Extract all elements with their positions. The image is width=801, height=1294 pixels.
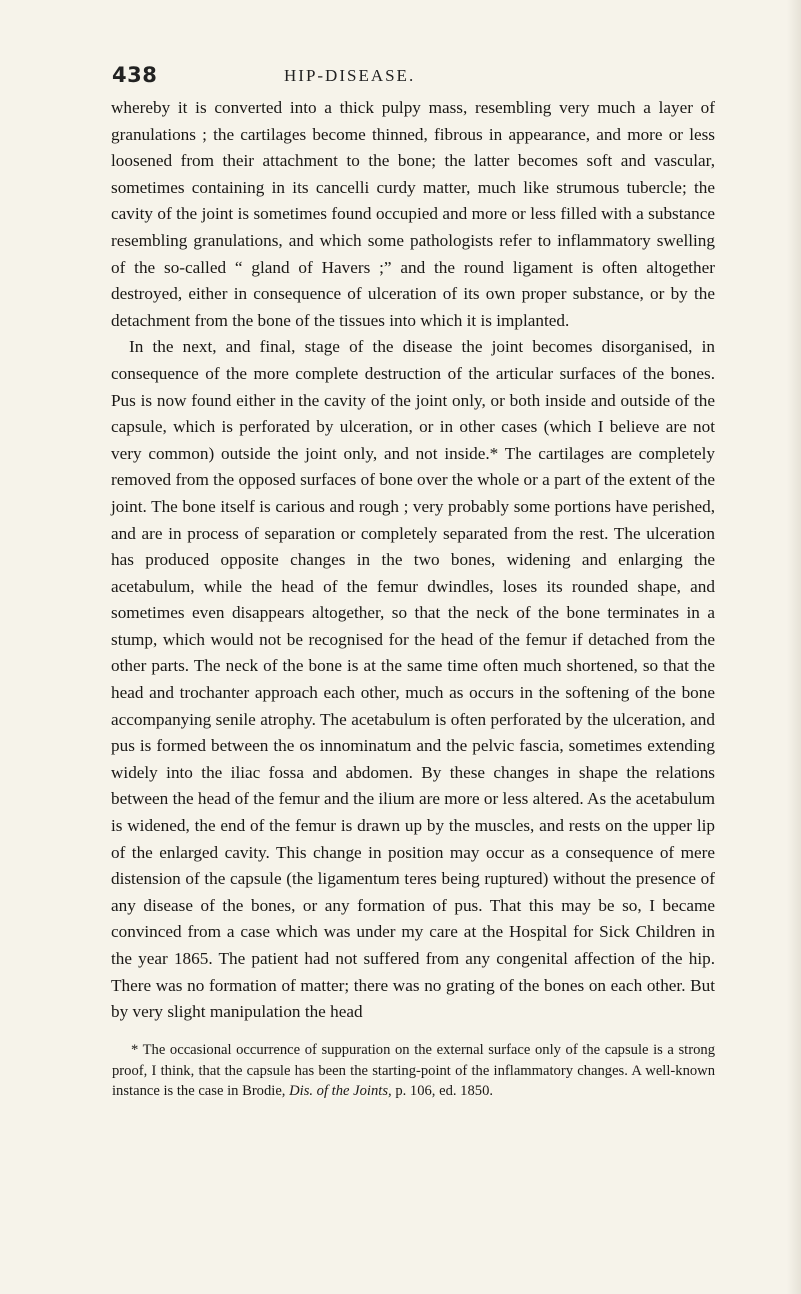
running-title: HIP-DISEASE. [284,66,416,85]
paragraph-1: whereby it is converted into a thick pulpy mass, resembling very much a layer of granulations ; the cartilages become thinned, fibrous in appearance, and more or less loosened from their attachment to the bone; the latter becomes soft and vascular, sometimes containing in its cancelli curdy matter, much like strumous tubercle; the cavity of the joint is sometimes found occupied and more or less filled with a substance resembling granulations, and which some pathologists refer to inflammatory swelling of the so-called “ gland of Havers ;” and the round ligament is often altogether destroyed, either in consequence of ulceration of its own proper substance, or by the detachment from the bone of the tissues into which it is implanted. [111,98,715,330]
footnote-citation: Dis. of the Joints, [289,1083,392,1099]
footnote-text: * The occasional occurrence of suppuration on the external surface only of the capsule is a strong proof, I think, that the capsule has been the starting-point of the inflammatory changes. A well-known instance is the case in Brodie, [112,1042,715,1099]
page-number: 438 [112,63,158,87]
page-edge-shadow [787,0,801,1294]
footnote [112,1040,715,1102]
footnote-tail: p. 106, ed. 1850. [391,1083,494,1099]
running-head [112,63,712,87]
paragraph-2: In the next, and final, stage of the disease the joint becomes disorganised, in consequence of the more complete destruction of the articular surfaces of the bones. Pus is now found either in the cavity of the joint only, or both inside and outside of the capsule, which is perforated by ulceration, or in other cases (which I believe are not very common) outside the joint only, and not inside.* The cartilages are completely removed from the opposed surfaces of bone over the whole or a part of the extent of the joint. The bone itself is carious and rough ; very probably some portions have perished, and are in process of separation or completely separated from the rest. The ulceration has produced opposite changes in the two bones, widening and enlarging the acetabulum, while the head of the femur dwindles, loses its rounded shape, and sometimes even disappears altogether, so that the neck of the bone terminates in a stump, which would not be recognised for the head of the femur if detached from the other parts. The neck of the bone is at the same time often much shortened, so that the head and trochanter approach each other, much as occurs in the softening of the bone accompanying senile atrophy. The acetabulum is often perforated by the ulceration, and pus is formed between the os innominatum and the pelvic fascia, sometimes extending widely into the iliac fossa and abdomen. By these changes in shape the relations between the head of the femur and the ilium are more or less altered. As the acetabulum is widened, the end of the femur is drawn up by the muscles, and rests on the upper lip of the enlarged cavity. This change in position may occur as a consequence of mere distension of the capsule (the ligamentum teres being ruptured) without the presence of any disease of the bones, or any formation of pus. That this may be so, I became convinced from a case which was under my care at the Hospital for Sick Children in the year 1865. The patient had not suffered from any congenital affection of the hip. There was no formation of matter; there was no grating of the bones on each other. But by very slight manipulation the head [111,337,715,1022]
body-text [111,95,715,1026]
